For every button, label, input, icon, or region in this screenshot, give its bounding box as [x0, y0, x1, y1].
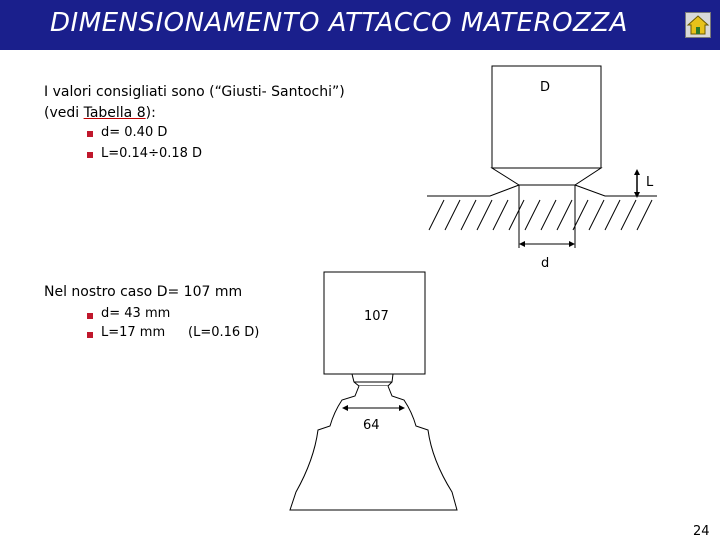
riser-taper — [492, 168, 601, 185]
case-bullet-d: d= 43 mm — [101, 306, 171, 321]
ground-hatching — [429, 200, 652, 230]
label-107: 107 — [364, 309, 389, 324]
tabella-8-link[interactable]: Tabella 8 — [83, 105, 146, 121]
intro-line-1: I valori consigliati sono (“Giusti- Santochi”) — [44, 84, 345, 100]
bullet-item-L: L=0.14÷0.18 D — [101, 146, 203, 161]
case-bullet-L: L=17 mm — [101, 325, 166, 340]
case-bullet-L-ratio: (L=0.16 D) — [188, 325, 260, 340]
casting-outline — [290, 386, 457, 510]
label-L: L — [646, 175, 654, 190]
intro-line-2-suffix: ): — [145, 105, 156, 121]
intro-line-2-prefix: (vedi — [44, 105, 84, 121]
bottom-casting-diagram — [290, 272, 457, 510]
page-number: 24 — [693, 524, 710, 539]
case-heading: Nel nostro caso D= 107 mm — [44, 284, 243, 300]
label-d: d — [541, 256, 550, 271]
page-title: DIMENSIONAMENTO ATTACCO MATEROZZA — [50, 8, 628, 38]
bullet-item-d: d= 0.40 D — [101, 125, 168, 140]
label-D: D — [540, 80, 551, 95]
label-64: 64 — [363, 418, 380, 433]
